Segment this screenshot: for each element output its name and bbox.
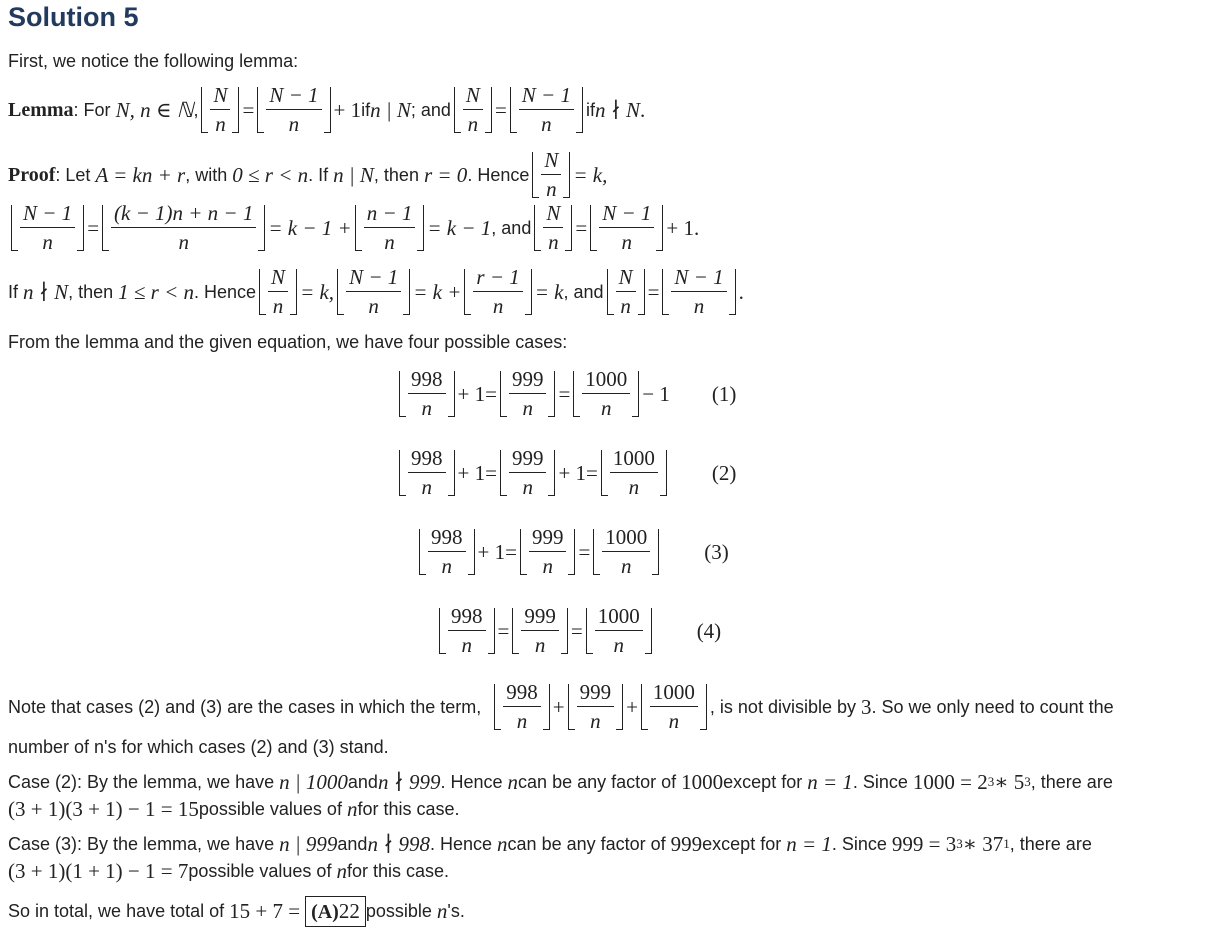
fraction-numerator: n − 1 bbox=[364, 202, 416, 228]
text-segment: possible values of bbox=[198, 798, 342, 819]
math-segment: + 1 bbox=[477, 539, 506, 564]
math-segment: n | N bbox=[333, 162, 374, 187]
fraction-denominator: n bbox=[215, 112, 226, 136]
math-segment: + 1 bbox=[457, 381, 486, 406]
floor-expression bbox=[500, 447, 556, 499]
math-segment: 1 ≤ r < n bbox=[118, 279, 194, 304]
math-segment: n ∤ 998 bbox=[367, 831, 430, 856]
fraction-numerator: 1000 bbox=[602, 526, 650, 552]
exponent: 3 bbox=[1024, 774, 1031, 789]
text-segment: , there are bbox=[1009, 833, 1092, 854]
fraction-numerator: N bbox=[543, 202, 563, 228]
math-segment: = k, bbox=[300, 279, 335, 304]
equation-case-3 bbox=[416, 522, 729, 582]
math-segment: = bbox=[505, 539, 517, 564]
math-segment: 3 bbox=[861, 694, 872, 719]
fraction-denominator: n bbox=[546, 177, 557, 201]
math-segment: ∗ 37 bbox=[962, 831, 1004, 856]
fraction-denominator: n bbox=[522, 475, 533, 499]
floor-expression bbox=[337, 266, 410, 318]
fraction-numerator: 1000 bbox=[610, 447, 658, 473]
fraction-numerator: 1000 bbox=[595, 605, 643, 631]
math-segment: = bbox=[242, 97, 255, 122]
fraction-denominator: n bbox=[461, 633, 472, 657]
text-segment: , bbox=[193, 99, 199, 120]
text-segment: : For bbox=[73, 99, 111, 120]
floor-expression bbox=[500, 368, 556, 420]
math-segment: n ∤ N bbox=[23, 279, 69, 304]
floor-expression bbox=[11, 202, 84, 254]
floor-expression bbox=[399, 368, 455, 420]
fraction-numerator: 1000 bbox=[582, 368, 630, 394]
math-segment: + 1 bbox=[333, 97, 362, 122]
floor-expression bbox=[419, 526, 475, 578]
math-segment: 999 = 3 bbox=[891, 831, 957, 856]
text-segment: except for bbox=[723, 771, 803, 792]
math-segment: n = 1 bbox=[807, 769, 853, 794]
floor-expression bbox=[259, 266, 297, 318]
answer-value: 22 bbox=[338, 898, 360, 923]
math-segment: = bbox=[570, 618, 583, 643]
math-segment: N, n ∈ ℕ bbox=[115, 97, 194, 122]
math-segment: n bbox=[336, 858, 347, 883]
math-segment: = bbox=[558, 381, 571, 406]
text-segment: , then bbox=[373, 164, 419, 185]
math-segment: n | N bbox=[370, 97, 411, 122]
fraction-denominator: n bbox=[272, 294, 284, 318]
fraction-numerator: 999 bbox=[509, 447, 547, 473]
case-3-explanation-line-2 bbox=[8, 859, 449, 883]
math-segment: + bbox=[552, 694, 565, 719]
math-segment: = bbox=[485, 460, 497, 485]
final-answer-box bbox=[305, 896, 366, 927]
text-segment: If bbox=[8, 281, 19, 302]
equation-number: (1) bbox=[711, 381, 737, 406]
math-segment: + bbox=[626, 694, 638, 719]
equation-case-2 bbox=[396, 443, 736, 503]
math-segment: 1000 bbox=[681, 769, 724, 794]
math-segment: = k − 1 + bbox=[268, 215, 352, 240]
text-segment: , with bbox=[185, 164, 228, 185]
math-segment: = k bbox=[534, 279, 564, 304]
text-segment: and bbox=[337, 833, 368, 854]
fraction-denominator: n bbox=[384, 230, 395, 254]
math-segment: n ∤ N bbox=[594, 97, 641, 122]
math-segment: A = kn + r bbox=[95, 162, 186, 187]
math-segment: 15 + 7 = bbox=[229, 898, 301, 923]
floor-expression bbox=[607, 266, 645, 318]
math-segment: ∗ 5 bbox=[994, 769, 1025, 794]
text-segment: and bbox=[347, 771, 378, 792]
math-segment: . bbox=[738, 279, 744, 304]
text-segment: . Hence bbox=[440, 771, 503, 792]
floor-expression bbox=[641, 681, 707, 733]
fraction-denominator: n bbox=[178, 230, 189, 254]
fraction-numerator: 999 bbox=[521, 605, 559, 631]
text-segment: , is not divisible by bbox=[709, 696, 856, 717]
floor-expression bbox=[662, 266, 735, 318]
math-segment: n | 999 bbox=[279, 831, 338, 856]
math-segment: = bbox=[494, 97, 507, 122]
text-segment: . Since bbox=[831, 833, 887, 854]
fraction-denominator: n bbox=[492, 294, 504, 318]
fraction-numerator: 998 bbox=[408, 368, 446, 394]
floor-expression bbox=[201, 84, 239, 136]
text-segment: possible bbox=[365, 900, 432, 921]
floor-expression bbox=[568, 681, 624, 733]
fraction-denominator: n bbox=[467, 112, 479, 136]
fraction-denominator: n bbox=[601, 396, 612, 420]
floor-expression bbox=[454, 84, 492, 136]
proof-label: Proof bbox=[8, 163, 56, 186]
math-segment: n | 1000 bbox=[279, 769, 348, 794]
math-segment: 0 ≤ r < n bbox=[232, 162, 309, 187]
note-line-2: number of n's for which cases (2) and (3) stand. bbox=[8, 737, 389, 757]
math-segment: n = 1 bbox=[786, 831, 832, 856]
lemma-label: Lemma bbox=[8, 98, 74, 121]
floor-expression bbox=[464, 266, 531, 318]
fraction-denominator: n bbox=[590, 709, 601, 733]
exponent: 1 bbox=[1003, 836, 1010, 851]
text-segment: . So we only need to count the bbox=[871, 696, 1114, 717]
text-segment: : Let bbox=[55, 164, 91, 185]
floor-expression bbox=[102, 202, 265, 254]
floor-expression bbox=[590, 202, 663, 254]
case-2-explanation-line-2 bbox=[8, 797, 460, 821]
fraction-denominator: n bbox=[542, 554, 553, 578]
math-segment: = bbox=[586, 460, 598, 485]
fraction-numerator: N bbox=[616, 266, 636, 292]
text-segment: except for bbox=[702, 833, 782, 854]
math-segment: + 1. bbox=[666, 215, 700, 240]
text-segment: can be any factor of bbox=[507, 833, 666, 854]
math-segment: r = 0 bbox=[423, 162, 468, 187]
text-segment: can be any factor of bbox=[518, 771, 677, 792]
text-segment: , and bbox=[491, 217, 532, 238]
fraction-denominator: n bbox=[668, 709, 680, 733]
cases-intro: From the lemma and the given equation, we have four possible cases: bbox=[8, 332, 568, 352]
fraction-denominator: n bbox=[522, 396, 533, 420]
floor-expression bbox=[593, 526, 659, 578]
fraction-denominator: n bbox=[534, 633, 546, 657]
fraction-numerator: 998 bbox=[503, 681, 541, 707]
fraction-numerator: N bbox=[463, 84, 483, 110]
equation-number: (4) bbox=[696, 618, 722, 643]
text-segment: ; and bbox=[410, 99, 451, 120]
text-segment: . If bbox=[308, 164, 329, 185]
fraction-numerator: N bbox=[268, 266, 288, 292]
fraction-denominator: n bbox=[516, 709, 528, 733]
fraction-denominator: n bbox=[621, 230, 633, 254]
text-segment: . Hence bbox=[430, 833, 493, 854]
math-segment: = k − 1 bbox=[427, 215, 492, 240]
math-segment: n bbox=[346, 796, 358, 821]
math-segment: (3 + 1)(1 + 1) − 1 = 7 bbox=[8, 858, 189, 883]
text-segment: 's. bbox=[447, 900, 465, 921]
text-segment: if bbox=[585, 99, 595, 120]
fraction-denominator: n bbox=[368, 294, 379, 318]
fraction-denominator: n bbox=[628, 475, 640, 499]
fraction-numerator: 998 bbox=[408, 447, 446, 473]
floor-expression bbox=[494, 681, 550, 733]
text-segment: So in total, we have total of bbox=[8, 900, 225, 921]
text-segment: Note that cases (2) and (3) are the cases in which the term, bbox=[8, 696, 482, 717]
equation-case-1 bbox=[396, 364, 736, 424]
total-line bbox=[8, 895, 465, 927]
math-segment: n ∤ 999 bbox=[377, 769, 441, 794]
intro-text: First, we notice the following lemma: bbox=[8, 51, 299, 71]
math-segment: − 1 bbox=[642, 381, 670, 406]
math-segment: 1000 = 2 bbox=[912, 769, 988, 794]
lemma-line bbox=[8, 80, 645, 140]
text-segment: Case (2): By the lemma, we have bbox=[8, 771, 275, 792]
floor-expression bbox=[399, 447, 455, 499]
fraction-numerator: N − 1 bbox=[519, 84, 574, 110]
answer-choice: (A) bbox=[311, 900, 339, 923]
fraction-numerator: N − 1 bbox=[599, 202, 654, 228]
fraction-numerator: N − 1 bbox=[671, 266, 726, 292]
fraction-denominator: n bbox=[613, 633, 624, 657]
fraction-denominator: n bbox=[42, 230, 53, 254]
text-segment: if bbox=[361, 99, 371, 120]
fraction-numerator: N bbox=[541, 149, 561, 175]
fraction-numerator: N − 1 bbox=[266, 84, 321, 110]
fraction-numerator: 998 bbox=[428, 526, 466, 552]
floor-expression bbox=[510, 84, 583, 136]
math-segment: + 1 bbox=[558, 460, 587, 485]
math-segment: = bbox=[647, 279, 660, 304]
fraction-numerator: N bbox=[210, 84, 230, 110]
exponent: 3 bbox=[987, 774, 995, 789]
math-segment: (3 + 1)(3 + 1) − 1 = 15 bbox=[8, 796, 199, 821]
fraction-denominator: n bbox=[693, 294, 705, 318]
text-segment: for this case. bbox=[357, 798, 460, 819]
fraction-denominator: n bbox=[441, 554, 452, 578]
text-segment: possible values of bbox=[188, 860, 332, 881]
fraction-numerator: 998 bbox=[448, 605, 486, 631]
math-segment: n bbox=[497, 831, 508, 856]
fraction-numerator: 1000 bbox=[650, 681, 698, 707]
floor-expression bbox=[257, 84, 330, 136]
text-segment: , then bbox=[68, 281, 114, 302]
fraction-numerator: r − 1 bbox=[473, 266, 522, 292]
text-segment: for this case. bbox=[346, 860, 449, 881]
floor-expression bbox=[586, 605, 652, 657]
fraction-denominator: n bbox=[548, 230, 559, 254]
equation-number: (2) bbox=[711, 460, 737, 485]
floor-expression bbox=[534, 202, 572, 254]
fraction-numerator: 999 bbox=[577, 681, 615, 707]
fraction-denominator: n bbox=[541, 112, 552, 136]
text-segment: . Since bbox=[852, 771, 908, 792]
math-segment: n bbox=[507, 769, 519, 794]
math-segment: 999 bbox=[670, 831, 703, 856]
equation-number: (3) bbox=[704, 539, 729, 564]
math-segment: = k + bbox=[413, 279, 462, 304]
math-segment: = bbox=[575, 215, 588, 240]
text-segment: , there are bbox=[1030, 771, 1113, 792]
fraction-denominator: n bbox=[621, 554, 632, 578]
math-segment: n bbox=[436, 898, 448, 923]
math-segment: . bbox=[640, 97, 646, 122]
fraction-numerator: (k − 1)n + n − 1 bbox=[111, 202, 256, 228]
floor-expression bbox=[355, 202, 425, 254]
fraction-denominator: n bbox=[421, 396, 432, 420]
math-segment: = bbox=[485, 381, 497, 406]
text-segment: . Hence bbox=[467, 164, 530, 185]
floor-expression bbox=[439, 605, 495, 657]
text-segment: , and bbox=[563, 281, 604, 302]
page-title: Solution 5 bbox=[8, 2, 139, 32]
floor-expression bbox=[532, 149, 570, 201]
floor-expression bbox=[512, 605, 568, 657]
text-segment: Case (3): By the lemma, we have bbox=[8, 833, 275, 854]
proof-line-3 bbox=[8, 262, 744, 322]
fraction-numerator: 999 bbox=[509, 368, 547, 394]
fraction-numerator: 999 bbox=[529, 526, 567, 552]
proof-line-1 bbox=[8, 145, 607, 205]
floor-expression bbox=[601, 447, 667, 499]
equation-case-4 bbox=[436, 601, 721, 661]
exponent: 3 bbox=[956, 836, 963, 851]
fraction-denominator: n bbox=[421, 475, 432, 499]
case-2-explanation-line-1 bbox=[8, 770, 1113, 794]
case-3-explanation-line-1 bbox=[8, 832, 1092, 856]
fraction-numerator: N − 1 bbox=[346, 266, 401, 292]
fraction-denominator: n bbox=[288, 112, 300, 136]
fraction-denominator: n bbox=[620, 294, 631, 318]
floor-expression bbox=[573, 368, 639, 420]
math-segment: + 1 bbox=[457, 460, 486, 485]
math-segment: = k, bbox=[573, 162, 608, 187]
math-segment: = bbox=[578, 539, 591, 564]
fraction-numerator: N − 1 bbox=[20, 202, 75, 228]
math-segment: = bbox=[87, 215, 100, 240]
floor-expression bbox=[520, 526, 576, 578]
proof-line-2 bbox=[8, 198, 699, 258]
note-line bbox=[8, 677, 1114, 737]
math-segment: = bbox=[497, 618, 510, 643]
text-segment: . Hence bbox=[194, 281, 257, 302]
